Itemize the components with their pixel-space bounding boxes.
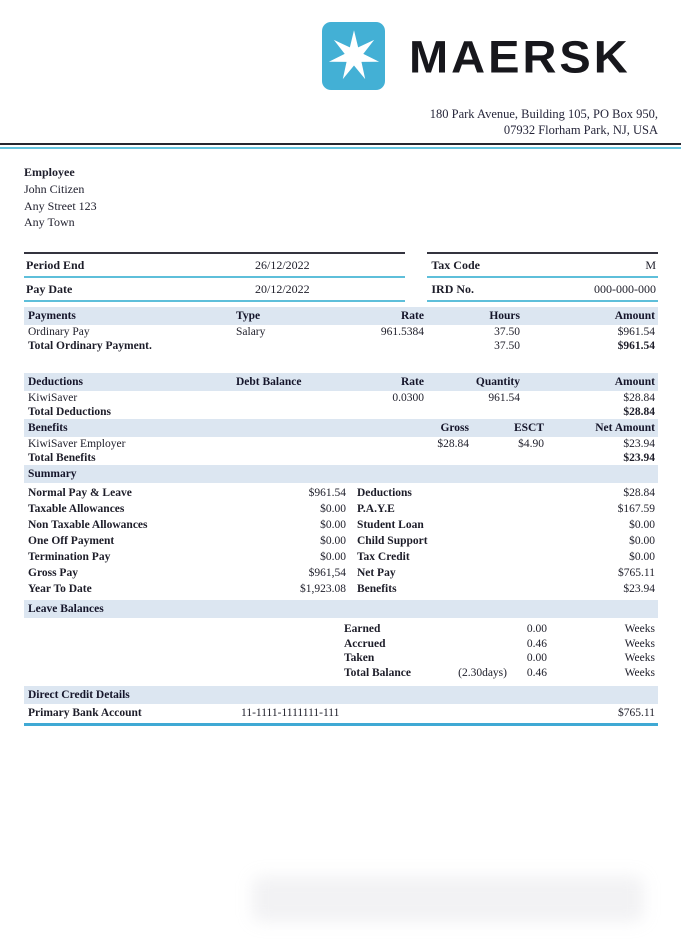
deduction-quantity: 961.54	[488, 392, 520, 405]
maersk-star-icon	[326, 26, 382, 86]
company-address	[24, 106, 658, 138]
table-row	[24, 437, 658, 451]
amount-col-header: Amount	[614, 376, 655, 389]
payment-hours: 37.50	[494, 326, 520, 339]
ird-row	[427, 278, 658, 302]
payments-total-hours: 37.50	[494, 340, 520, 353]
ird-label: IRD No.	[431, 282, 475, 297]
employee-town: Any Town	[24, 215, 75, 230]
leave-balances-title: Leave Balances	[24, 600, 658, 618]
payment-rate: 961.5384	[380, 326, 424, 339]
bottom-divider	[24, 723, 658, 726]
table-row	[24, 325, 658, 339]
rate-col-header: Rate	[401, 310, 424, 323]
deductions-total-amount: $28.84	[623, 406, 655, 419]
bank-account-row	[24, 704, 658, 722]
benefit-net: $23.94	[623, 438, 655, 451]
benefits-col-header: Benefits	[28, 422, 68, 435]
leave-balances-body	[24, 618, 658, 686]
deduction-amount: $28.84	[623, 392, 655, 405]
summary-row: Net Pay $765.11	[356, 567, 655, 580]
summary-row: Student Loan $0.00	[356, 519, 655, 532]
company-address-line1: 180 Park Avenue, Building 105, PO Box 950,	[429, 107, 658, 121]
benefits-total-label: Total Benefits	[28, 452, 96, 465]
summary-row: Deductions $28.84	[356, 487, 655, 500]
summary-row: Termination Pay $0.00	[28, 551, 346, 564]
deductions-header-row	[24, 373, 658, 391]
period-end-value: 26/12/2022	[255, 258, 310, 273]
summary-row: Non Taxable Allowances $0.00	[28, 519, 346, 532]
deductions-total-row	[24, 405, 658, 419]
summary-row: Normal Pay & Leave $961.54	[28, 487, 346, 500]
benefits-table	[24, 419, 658, 465]
summary-row: Tax Credit $0.00	[356, 551, 655, 564]
payments-total-row	[24, 339, 658, 353]
benefits-total-row	[24, 451, 658, 465]
table-row	[24, 391, 658, 405]
payment-type: Salary	[236, 326, 266, 339]
payments-total-amount: $961.54	[617, 340, 655, 353]
employee-street: Any Street 123	[24, 198, 97, 213]
rate-col-header: Rate	[401, 376, 424, 389]
ird-value: 000-000-000	[594, 282, 656, 297]
summary-body	[24, 483, 658, 600]
summary-section	[24, 465, 658, 600]
brand-header	[322, 22, 681, 90]
payments-header-row	[24, 307, 658, 325]
summary-row: One Off Payment $0.00	[28, 535, 346, 548]
leave-row: Earned 0.00 Weeks	[344, 623, 655, 636]
payment-name: Ordinary Pay	[28, 326, 90, 339]
employee-name: John Citizen	[24, 181, 85, 196]
period-end-label: Period End	[26, 258, 85, 273]
bank-account-label: Primary Bank Account	[28, 707, 142, 720]
bank-account-amount: $765.11	[618, 707, 655, 720]
summary-row: Year To Date $1,923.08	[28, 583, 346, 596]
benefits-total-amount: $23.94	[623, 452, 655, 465]
amount-col-header: Amount	[614, 310, 655, 323]
period-block	[24, 252, 405, 302]
summary-row: Taxable Allowances $0.00	[28, 503, 346, 516]
payments-total-label: Total Ordinary Payment.	[28, 340, 152, 353]
leave-row: Total Balance (2.30days) 0.46 Weeks	[344, 666, 655, 679]
pay-date-label: Pay Date	[26, 282, 73, 297]
payment-amount: $961.54	[617, 326, 655, 339]
benefit-gross: $28.84	[437, 438, 469, 451]
summary-right-column	[357, 485, 655, 597]
summary-title: Summary	[24, 465, 658, 483]
payments-col-header: Payments	[28, 310, 76, 323]
employee-label: Employee	[24, 165, 75, 179]
period-tax-section	[0, 252, 681, 302]
summary-row: Benefits $23.94	[356, 583, 655, 596]
leave-row: Accrued 0.46 Weeks	[344, 637, 655, 650]
company-address-line2: 07932 Florham Park, NJ, USA	[503, 123, 658, 137]
pay-date-value: 20/12/2022	[255, 282, 310, 297]
summary-row: Child Support $0.00	[356, 535, 655, 548]
header-divider	[0, 143, 681, 149]
deduction-name: KiwiSaver	[28, 392, 78, 405]
faint-watermark	[252, 876, 644, 922]
payments-table	[24, 307, 658, 353]
tax-block	[427, 252, 658, 302]
gross-col-header: Gross	[440, 422, 469, 435]
benefit-name: KiwiSaver Employer	[28, 438, 126, 451]
maersk-logo	[322, 22, 385, 90]
debt-balance-col-header: Debt Balance	[236, 376, 302, 389]
direct-credit-section	[24, 686, 658, 726]
benefits-header-row	[24, 419, 658, 437]
hours-col-header: Hours	[489, 310, 520, 323]
employee-block	[24, 164, 681, 231]
quantity-col-header: Quantity	[475, 376, 520, 389]
leave-row: Taken 0.00 Weeks	[344, 652, 655, 665]
tax-code-value: M	[645, 258, 656, 273]
deductions-total-label: Total Deductions	[28, 406, 111, 419]
pay-date-row	[24, 278, 405, 302]
summary-row: Gross Pay $961,54	[28, 567, 346, 580]
deduction-rate: 0.0300	[392, 392, 424, 405]
deductions-col-header: Deductions	[28, 376, 83, 389]
summary-row: P.A.Y.E $167.59	[356, 503, 655, 516]
benefit-esct: $4.90	[518, 438, 544, 451]
net-amount-col-header: Net Amount	[595, 422, 655, 435]
esct-col-header: ESCT	[513, 422, 544, 435]
leave-balances-section	[24, 600, 658, 686]
summary-left-column	[28, 485, 346, 597]
period-end-row	[24, 254, 405, 278]
type-col-header: Type	[236, 310, 261, 323]
direct-credit-title: Direct Credit Details	[24, 686, 658, 704]
tax-code-row	[427, 254, 658, 278]
tax-code-label: Tax Code	[431, 258, 480, 273]
bank-account-number: 11-1111-1111111-111	[241, 707, 340, 720]
deductions-table	[24, 373, 658, 419]
brand-wordmark: MAERSK	[409, 30, 631, 82]
